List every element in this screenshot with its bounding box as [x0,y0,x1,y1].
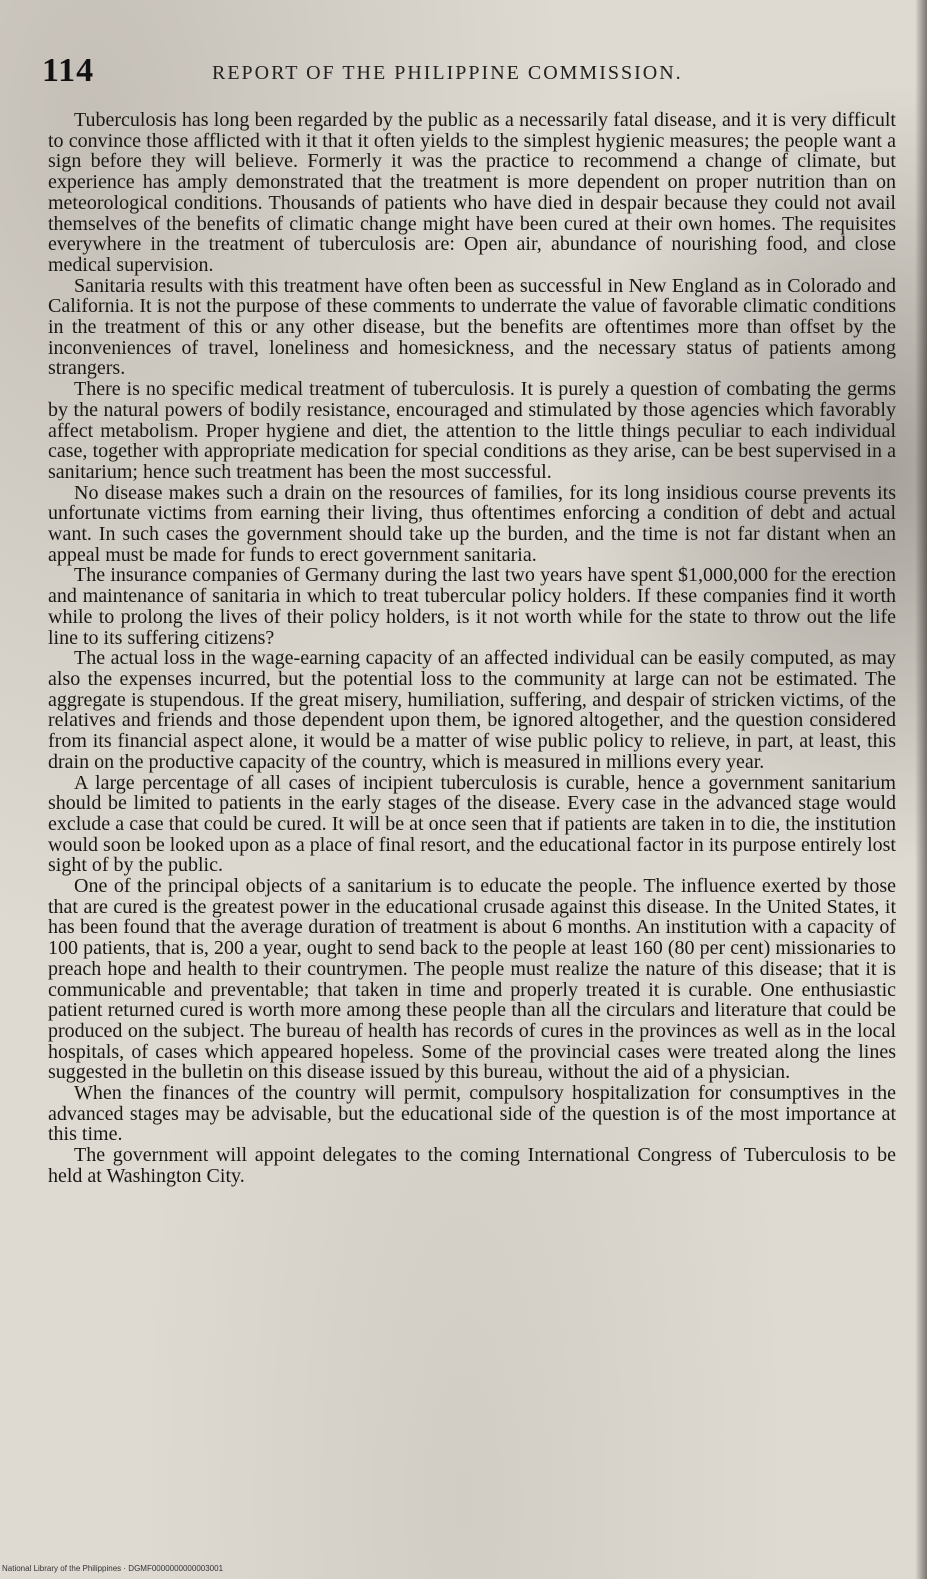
body-text [48,110,896,1187]
running-head: REPORT OF THE PHILIPPINE COMMISSION. [212,62,683,84]
paragraph: The government will appoint delegates to the coming International Congress of Tuberculosis to be held at Washington City. [48,1144,896,1187]
paragraph: The actual loss in the wage-earning capacity of an affected individual can be easily computed, as may also the expenses incurred, but the potential loss to the community at large can not be estimated. The aggregate is stupendous. If the great misery, humiliation, suffering, and despair of stricken victims, of the relatives and friends and those dependent upon them, be ignored altogether, and the question considered from its financial aspect alone, it would be a matter of wise public policy to relieve, in part, at least, this drain on the productive capacity of the country, which is measured in millions every year. [48,647,896,773]
paragraph: One of the principal objects of a sanitarium is to educate the people. The influence exerted by those that are cured is the greatest power in the educational crusade against this disease. In the United States, it has been found that the average duration of treatment is about 6 months. An institution with a capacity of 100 patients, that is, 200 a year, ought to send back to the people at least 160 (80 per cent) missionaries to preach hope and health to their countrymen. The people must realize the nature of this disease; that it is communicable and preventable; that taken in time and properly treated it is curable. One enthusiastic patient returned cured is worth more among these people than all the circulars and literature that could be produced on the subject. The bureau of health has records of cures in the provinces as well as in the local hospitals, of cases which appeared hopeless. Some of the provincial cases were treated along the lines suggested in the bulletin on this disease issued by this bureau, without the aid of a physician. [48,875,896,1084]
page-edge-shadow [915,0,927,1579]
paragraph: There is no specific medical treatment of tuberculosis. It is purely a question of combating the germs by the natural powers of bodily resistance, encouraged and stimulated by those agencies which favorably affect metabolism. Proper hygiene and diet, the attention to the little things peculiar to each individual case, together with appropriate medication for special conditions as they arise, can be best supervised in a sanitarium; hence such treatment has been the most successful. [48,378,896,483]
paragraph: Tuberculosis has long been regarded by the public as a necessarily fatal disease, and it is very difficult to convince those afflicted with it that it often yields to the simplest hygienic measures; the people want a sign before they will believe. Formerly it was the practice to recommend a change of climate, but experience has amply demonstrated that the treatment is more dependent on proper nutrition than on meteorological conditions. Thousands of patients who have died in despair because they could not avail themselves of the benefits of climatic change might have been cured at their own homes. The requisites everywhere in the treatment of tuberculosis are: Open air, abundance of nourishing food, and close medical supervision. [48,109,896,276]
page-number: 114 [42,52,95,89]
paragraph: Sanitaria results with this treatment have often been as successful in New England as in Colorado and California. It is not the purpose of these comments to underrate the value of favorable climatic conditions in the treatment of this or any other disease, but the benefits are oftentimes more than offset by the inconveniences of travel, loneliness and homesickness, and the necessary status of patients among strangers. [48,274,896,380]
scan-credit: National Library of the Philippines · DGMF0000000000003001 [2,1564,224,1573]
paragraph: No disease makes such a drain on the resources of families, for its long insidious course prevents its unfortunate victims from earning their living, thus oftentimes enforcing a condition of debt and actual want. In such cases the government should take up the burden, and the time is not far distant when an appeal must be made for funds to erect government sanitaria. [48,481,896,566]
paragraph: When the finances of the country will permit, compulsory hospitalization for consumptives in the advanced stages may be advisable, but the educational side of the question is of the most importance at this time. [48,1082,896,1146]
paragraph: A large percentage of all cases of incipient tuberculosis is curable, hence a government sanitarium should be limited to patients in the early stages of the disease. Every case in the advanced stage would exclude a case that could be cured. It will be at once seen that if patients are taken in to die, the institution would soon be looked upon as a place of final resort, and the educational factor in its purpose entirely lost sight of by the public. [48,771,896,877]
paragraph: The insurance companies of Germany during the last two years have spent $1,000,000 for the erection and maintenance of sanitaria in which to treat tubercular policy holders. If these companies find it worth while to prolong the lives of their policy holders, is it not worth while for the state to throw out the life line to its suffering citizens? [48,564,896,649]
page-header [42,48,902,98]
